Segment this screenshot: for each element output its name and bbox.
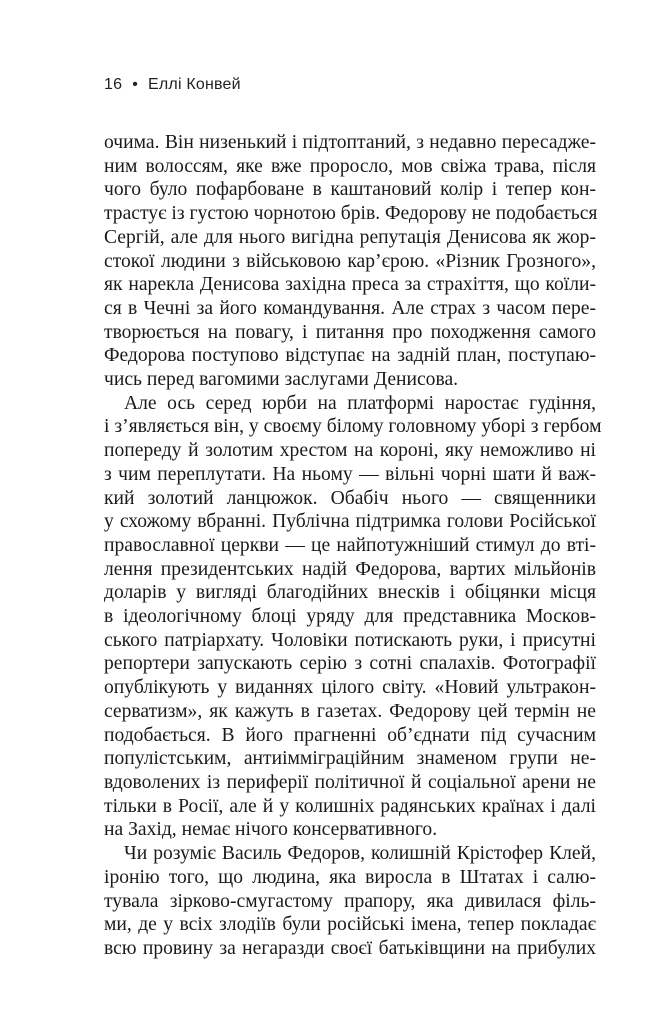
text-line: трастує із густою чорнотою брів. Федорову не подобається [104, 203, 598, 225]
text-line: серватизм», як кажуть в газетах. Федорову цей термін не [104, 700, 596, 722]
text-line: Федорова поступово відступає на задній план, поступаю- [104, 345, 596, 367]
text-line: чого було пофарбоване в каштановий колір і тепер кон- [104, 179, 596, 201]
paragraph [104, 842, 596, 961]
text-line: Але ось серед юрби на платформі наростає гудіння, [124, 392, 596, 414]
text-line: і з’являється він, у своєму білому головному уборі з гербом [104, 416, 602, 438]
text-line: ського патріархату. Чоловіки потискають руки, і присутні [104, 629, 596, 651]
running-head [104, 76, 241, 94]
text-line: як нарекла Денисова західна преса за страхіття, що коїли- [104, 274, 596, 296]
text-line: опублікують у виданнях цілого світу. «Новий ультракон- [104, 677, 596, 699]
page-number: 16 [104, 76, 123, 93]
text-line: у схожому вбранні. Публічна підтримка голови Російської [104, 511, 596, 533]
text-line: очима. Він низенький і підтоптаний, з недавно пересадже- [104, 132, 596, 153]
text-line: доларів у вигляді благодійних внесків і обіцянки місця [104, 582, 596, 604]
author-name: Еллі Конвей [148, 76, 241, 93]
text-line: православної церкви — це найпотужніший стимул до вті- [104, 534, 596, 556]
text-line: попереду й золотим хрестом на короні, яку неможливо ні [104, 440, 596, 462]
text-line: ся в Чечні за його командування. Але страх з часом пере- [104, 297, 596, 319]
text-line: популістським, антиімміграційним знаменом групи не- [104, 748, 596, 770]
text-line: ми, де у всіх злодіїв були російські імена, тепер покладає [104, 914, 596, 936]
text-line: вдоволених із периферії політичної й соціальної арени не [104, 771, 596, 793]
text-line: стокої людини з військовою кар’єрою. «Різник Грозного», [104, 250, 596, 272]
text-line: Чи розуміє Василь Федоров, колишній Крістофер Клей, [124, 843, 596, 865]
paragraph [104, 392, 602, 842]
text-line: подобається. В його прагненні об’єднати під сучасним [104, 724, 596, 746]
text-line: творюється на повагу, і питання про походження самого [104, 321, 596, 343]
text-line: всю провину за негаразди своєї батьківщини на прибулих [104, 937, 596, 959]
text-line: лення президентських надій Федорова, вартих мільйонів [104, 558, 596, 580]
text-line: тувала зірково-смугастому прапору, яка дивилася філь- [104, 890, 596, 912]
text-line: ним волоссям, яке вже проросло, мов свіжа трава, після [104, 155, 596, 177]
header-separator: • [132, 76, 139, 93]
text-line: репортери запускають серію з сотні спалахів. Фотографії [104, 653, 596, 675]
text-line: кий золотий ланцюжок. Обабіч нього — священники [104, 487, 596, 509]
text-line: з чим переплутати. На ньому — вільні чорні шати й важ- [104, 463, 596, 485]
paragraph [104, 131, 596, 392]
text-line: в ідеологічному блоці уряду для представника Москов- [104, 606, 596, 628]
text-line: іронію того, що людина, яка виросла в Штатах і салю- [104, 866, 596, 888]
text-line: на Захід, немає нічого консервативного. [104, 819, 438, 841]
text-line: Сергій, але для нього вигідна репутація Денисова як жор- [104, 226, 596, 248]
body-text [104, 131, 602, 961]
text-line: чись перед вагомими заслугами Денисова. [104, 369, 459, 391]
text-line: тільки в Росії, але й у колишніх радянських країнах і далі [104, 795, 596, 817]
